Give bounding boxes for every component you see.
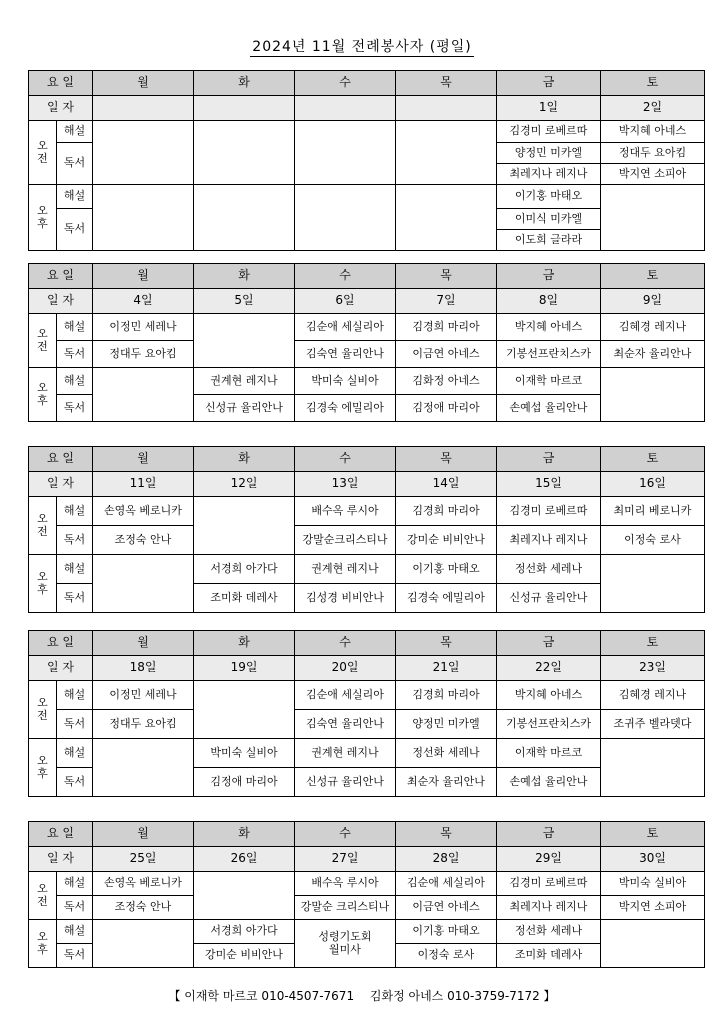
- date-cell: 9일: [601, 289, 705, 314]
- haeseol-label: 해설: [57, 681, 93, 710]
- pm-label: 오 후: [29, 185, 57, 251]
- am-haeseol-cell: 김경미 로베르따: [497, 872, 601, 896]
- date-cell: 21일: [396, 656, 497, 681]
- date-cell: [93, 96, 194, 121]
- header-day: 수: [295, 264, 396, 289]
- date-cell: 6일: [295, 289, 396, 314]
- header-day: 금: [497, 447, 601, 472]
- date-cell: 5일: [194, 289, 295, 314]
- pm-special-cell: 성령기도회 월미사: [295, 920, 396, 968]
- haeseol-label: 해설: [57, 368, 93, 395]
- cell-empty: [601, 739, 705, 797]
- am-dokseo-cell: 김숙연 율리안나: [295, 341, 396, 368]
- pm-dokseo-cell: 신성규 율리안나: [295, 768, 396, 797]
- am-dokseo-cell: 기봉선프란치스카: [497, 710, 601, 739]
- header-day: 화: [194, 631, 295, 656]
- header-yoil: 요 일: [29, 631, 93, 656]
- pm-dokseo-cell: 손예섭 율리안나: [497, 768, 601, 797]
- pm-dokseo-cell: 손예섭 율리안나: [497, 395, 601, 422]
- header-day: 수: [295, 447, 396, 472]
- cell-empty: [194, 681, 295, 739]
- header-day: 목: [396, 822, 497, 847]
- am-label: 오 전: [29, 681, 57, 739]
- am-dokseo-cell: 조귀주 벨라뎃다: [601, 710, 705, 739]
- am-haeseol-cell: 박지혜 아네스: [497, 681, 601, 710]
- am-haeseol-cell: 이정민 세레나: [93, 681, 194, 710]
- pm-dokseo-cell: 최순자 율리안나: [396, 768, 497, 797]
- pm-haeseol-cell: 이기홍 마태오: [497, 185, 601, 209]
- am-haeseol-cell: 손영옥 베로니카: [93, 872, 194, 896]
- header-day: 월: [93, 822, 194, 847]
- date-cell: 26일: [194, 847, 295, 872]
- am-dokseo-cell: 기봉선프란치스카: [497, 341, 601, 368]
- am-dokseo-cell: 최레지나 레지나: [497, 896, 601, 920]
- haeseol-label: 해설: [57, 739, 93, 768]
- pm-label: 오 후: [29, 920, 57, 968]
- pm-dokseo-cell: 강미순 비비안나: [194, 944, 295, 968]
- am-haeseol-cell: 김경희 마리아: [396, 497, 497, 526]
- cell-empty: [295, 121, 396, 185]
- pm-haeseol-cell: 권계현 레지나: [194, 368, 295, 395]
- haeseol-label: 해설: [57, 121, 93, 143]
- week-table-1: [28, 70, 705, 251]
- header-day: 금: [497, 264, 601, 289]
- header-ilja: 일 자: [29, 472, 93, 497]
- date-cell: 14일: [396, 472, 497, 497]
- am-dokseo-cell: 최레지나 레지나: [497, 164, 601, 185]
- header-yoil: 요 일: [29, 264, 93, 289]
- dokseo-label: 독서: [57, 209, 93, 251]
- am-haeseol-cell: 손영옥 베로니카: [93, 497, 194, 526]
- pm-dokseo-cell: 조미화 데레사: [497, 944, 601, 968]
- pm-dokseo-cell: 김정애 마리아: [396, 395, 497, 422]
- header-day: 화: [194, 71, 295, 96]
- header-day: 화: [194, 264, 295, 289]
- header-day: 목: [396, 71, 497, 96]
- pm-haeseol-cell: 서경희 아가다: [194, 920, 295, 944]
- header-day: 토: [601, 447, 705, 472]
- cell-empty: [93, 185, 194, 251]
- cell-empty: [93, 368, 194, 422]
- date-cell: 7일: [396, 289, 497, 314]
- pm-haeseol-cell: 이기홍 마태오: [396, 920, 497, 944]
- dokseo-label: 독서: [57, 896, 93, 920]
- am-haeseol-cell: 김경희 마리아: [396, 681, 497, 710]
- header-day: 화: [194, 447, 295, 472]
- date-cell: 29일: [497, 847, 601, 872]
- header-day: 토: [601, 264, 705, 289]
- week-table-5: [28, 821, 705, 968]
- pm-haeseol-cell: 박미숙 실비아: [194, 739, 295, 768]
- am-dokseo-cell: 강미순 비비안나: [396, 526, 497, 555]
- date-cell: [194, 96, 295, 121]
- pm-label: 오 후: [29, 739, 57, 797]
- am-dokseo-cell: 박지연 소피아: [601, 164, 705, 185]
- pm-label: 오 후: [29, 368, 57, 422]
- am-haeseol-cell: 최미리 베로니카: [601, 497, 705, 526]
- date-cell: 28일: [396, 847, 497, 872]
- cell-empty: [396, 185, 497, 251]
- pm-dokseo-cell: 신성규 율리안나: [194, 395, 295, 422]
- cell-empty: [601, 555, 705, 613]
- date-cell: 27일: [295, 847, 396, 872]
- header-ilja: 일 자: [29, 289, 93, 314]
- cell-empty: [93, 555, 194, 613]
- am-label: 오 전: [29, 121, 57, 185]
- date-cell: 8일: [497, 289, 601, 314]
- am-haeseol-cell: 배수옥 루시아: [295, 872, 396, 896]
- pm-dokseo-cell: 이정숙 로사: [396, 944, 497, 968]
- dokseo-label: 독서: [57, 768, 93, 797]
- pm-dokseo-cell: 조미화 데레사: [194, 584, 295, 613]
- pm-haeseol-cell: 권계현 레지나: [295, 739, 396, 768]
- am-dokseo-cell: 이정숙 로사: [601, 526, 705, 555]
- header-day: 월: [93, 71, 194, 96]
- header-day: 토: [601, 822, 705, 847]
- week-table-4: [28, 630, 705, 797]
- cell-empty: [601, 920, 705, 968]
- am-haeseol-cell: 김순애 세실리아: [396, 872, 497, 896]
- am-dokseo-cell: 강말순 크리스티나: [295, 896, 396, 920]
- page-title: 2024년 11월 전례봉사자 (평일): [252, 39, 472, 55]
- header-day: 목: [396, 264, 497, 289]
- am-dokseo-cell: 박지연 소피아: [601, 896, 705, 920]
- header-day: 토: [601, 71, 705, 96]
- header-day: 수: [295, 71, 396, 96]
- header-day: 목: [396, 447, 497, 472]
- am-label: 오 전: [29, 872, 57, 920]
- header-day: 금: [497, 631, 601, 656]
- header-day: 월: [93, 264, 194, 289]
- header-ilja: 일 자: [29, 656, 93, 681]
- am-dokseo-cell: 이금연 아네스: [396, 341, 497, 368]
- header-day: 화: [194, 822, 295, 847]
- contact-2: 김화정 아네스 010-3759-7172 】: [369, 989, 556, 1003]
- date-cell: 19일: [194, 656, 295, 681]
- footer-contacts: [0, 987, 724, 1004]
- pm-haeseol-cell: 정선화 세레나: [396, 739, 497, 768]
- am-haeseol-cell: 이정민 세레나: [93, 314, 194, 341]
- cell-empty: [194, 185, 295, 251]
- am-haeseol-cell: 김순애 세실리아: [295, 314, 396, 341]
- am-haeseol-cell: 김경미 로베르따: [497, 121, 601, 143]
- date-cell: [295, 96, 396, 121]
- am-dokseo-cell: 조정숙 안나: [93, 526, 194, 555]
- am-haeseol-cell: 배수옥 루시아: [295, 497, 396, 526]
- cell-empty: [93, 739, 194, 797]
- pm-haeseol-cell: 박미숙 실비아: [295, 368, 396, 395]
- header-day: 목: [396, 631, 497, 656]
- header-day: 금: [497, 71, 601, 96]
- pm-haeseol-cell: 이재학 마르코: [497, 739, 601, 768]
- date-cell: 15일: [497, 472, 601, 497]
- haeseol-label: 해설: [57, 555, 93, 584]
- am-dokseo-cell: 강말순크리스티나: [295, 526, 396, 555]
- header-day: 월: [93, 631, 194, 656]
- dokseo-label: 독서: [57, 944, 93, 968]
- cell-empty: [295, 185, 396, 251]
- date-cell: 23일: [601, 656, 705, 681]
- pm-label: 오 후: [29, 555, 57, 613]
- am-dokseo-cell: 양정민 미카엘: [497, 143, 601, 164]
- date-cell: 2일: [601, 96, 705, 121]
- header-day: 토: [601, 631, 705, 656]
- pm-haeseol-cell: 권계현 레지나: [295, 555, 396, 584]
- am-dokseo-cell: 조정숙 안나: [93, 896, 194, 920]
- am-label: 오 전: [29, 497, 57, 555]
- date-cell: 12일: [194, 472, 295, 497]
- cell-empty: [194, 872, 295, 920]
- pm-haeseol-cell: 정선화 세레나: [497, 555, 601, 584]
- header-day: 수: [295, 631, 396, 656]
- date-cell: 16일: [601, 472, 705, 497]
- am-label: 오 전: [29, 314, 57, 368]
- cell-empty: [601, 368, 705, 422]
- am-haeseol-cell: 김혜경 레지나: [601, 314, 705, 341]
- am-dokseo-cell: 정대두 요아킴: [93, 710, 194, 739]
- am-haeseol-cell: 박지혜 아네스: [601, 121, 705, 143]
- haeseol-label: 해설: [57, 872, 93, 896]
- pm-dokseo-cell: 이도희 글라라: [497, 230, 601, 251]
- am-dokseo-cell: 김숙연 율리안나: [295, 710, 396, 739]
- date-cell: 13일: [295, 472, 396, 497]
- header-yoil: 요 일: [29, 822, 93, 847]
- am-dokseo-cell: 최순자 율리안나: [601, 341, 705, 368]
- haeseol-label: 해설: [57, 185, 93, 209]
- pm-dokseo-cell: 이미식 미카엘: [497, 209, 601, 230]
- cell-empty: [194, 121, 295, 185]
- pm-dokseo-cell: 김경숙 에밀리아: [295, 395, 396, 422]
- date-cell: 25일: [93, 847, 194, 872]
- date-cell: 4일: [93, 289, 194, 314]
- am-dokseo-cell: 정대두 요아킴: [601, 143, 705, 164]
- pm-haeseol-cell: 이재학 마르코: [497, 368, 601, 395]
- cell-empty: [601, 185, 705, 251]
- pm-haeseol-cell: 이기홍 마태오: [396, 555, 497, 584]
- cell-empty: [93, 121, 194, 185]
- haeseol-label: 해설: [57, 497, 93, 526]
- date-cell: 11일: [93, 472, 194, 497]
- am-dokseo-cell: 최레지나 레지나: [497, 526, 601, 555]
- am-haeseol-cell: 박미숙 실비아: [601, 872, 705, 896]
- am-dokseo-cell: 양정민 미카엘: [396, 710, 497, 739]
- dokseo-label: 독서: [57, 341, 93, 368]
- haeseol-label: 해설: [57, 314, 93, 341]
- pm-dokseo-cell: 김성경 비비안나: [295, 584, 396, 613]
- dokseo-label: 독서: [57, 584, 93, 613]
- cell-empty: [93, 920, 194, 968]
- am-dokseo-cell: 이금연 아네스: [396, 896, 497, 920]
- pm-haeseol-cell: 김화정 아네스: [396, 368, 497, 395]
- date-cell: 18일: [93, 656, 194, 681]
- am-dokseo-cell: 정대두 요아킴: [93, 341, 194, 368]
- week-table-2: [28, 263, 705, 422]
- header-ilja: 일 자: [29, 96, 93, 121]
- header-yoil: 요 일: [29, 71, 93, 96]
- date-cell: 22일: [497, 656, 601, 681]
- date-cell: [396, 96, 497, 121]
- dokseo-label: 독서: [57, 710, 93, 739]
- date-cell: 20일: [295, 656, 396, 681]
- dokseo-label: 독서: [57, 526, 93, 555]
- contact-1: 【 이재학 마르코 010-4507-7671: [168, 989, 355, 1003]
- cell-empty: [194, 497, 295, 555]
- header-yoil: 요 일: [29, 447, 93, 472]
- date-cell: 30일: [601, 847, 705, 872]
- am-haeseol-cell: 김혜경 레지나: [601, 681, 705, 710]
- cell-empty: [396, 121, 497, 185]
- am-haeseol-cell: 김경희 마리아: [396, 314, 497, 341]
- pm-dokseo-cell: 신성규 율리안나: [497, 584, 601, 613]
- header-day: 금: [497, 822, 601, 847]
- header-day: 수: [295, 822, 396, 847]
- am-haeseol-cell: 박지혜 아네스: [497, 314, 601, 341]
- am-haeseol-cell: 김경미 로베르따: [497, 497, 601, 526]
- dokseo-label: 독서: [57, 395, 93, 422]
- dokseo-label: 독서: [57, 143, 93, 185]
- week-table-3: [28, 446, 705, 613]
- haeseol-label: 해설: [57, 920, 93, 944]
- header-ilja: 일 자: [29, 847, 93, 872]
- pm-haeseol-cell: 정선화 세레나: [497, 920, 601, 944]
- cell-empty: [194, 314, 295, 368]
- date-cell: 1일: [497, 96, 601, 121]
- pm-dokseo-cell: 김경숙 에밀리아: [396, 584, 497, 613]
- header-day: 월: [93, 447, 194, 472]
- pm-dokseo-cell: 김정애 마리아: [194, 768, 295, 797]
- am-haeseol-cell: 김순애 세실리아: [295, 681, 396, 710]
- pm-haeseol-cell: 서경희 아가다: [194, 555, 295, 584]
